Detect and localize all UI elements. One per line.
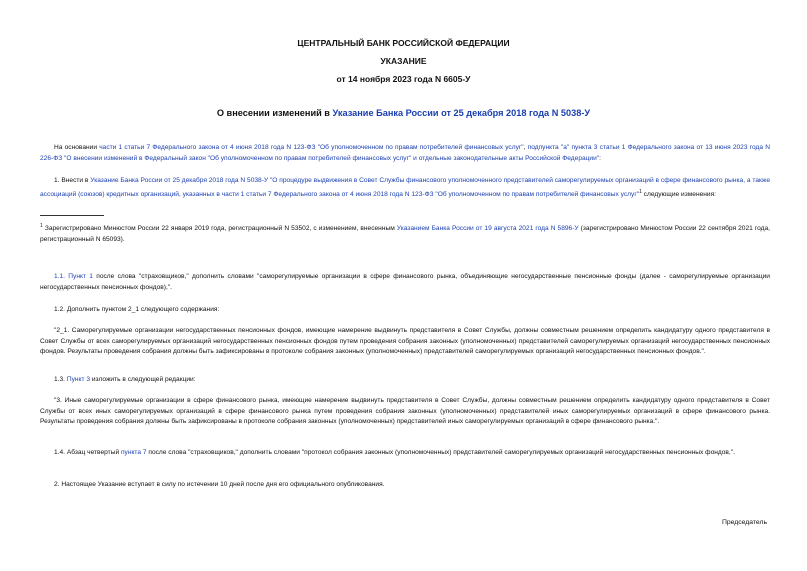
- preamble-paragraph: [40, 143, 770, 164]
- footnote-divider: [40, 215, 104, 216]
- footnote-text-2: (зарегистрировано Минюстом России 22 сентября 2021 года, регистрационный N 65093).: [40, 225, 770, 243]
- issuer-name: ЦЕНТРАЛЬНЫЙ БАНК РОССИЙСКОЙ ФЕДЕРАЦИИ: [297, 38, 510, 48]
- quote-3-paragraph: "3. Иные саморегулируемые организации в сфере финансового рынка, имеющие намерение выдвинуть представителя в Совет Службы, должны совместным решением определить кандидатуру одного представителя в Совет Службы от всех иных саморегулируемых организаций в сфере финансового рынка путем проведения собрания законных (уполномоченных) представителей иных саморегулируемых организаций в сфере финансового рынка. Результаты проведения собрания должны быть зафиксированы в протоколе собрания законных (уполномоченных) представителей иных саморегулируемых организаций в сфере финансового рынка.".: [40, 397, 770, 425]
- subitem-1-4-text-2: после слова "страховщиков," дополнить словами "протокол собрания законных (уполномоченных) представителей саморегулируемых организаций негосударственных пенсионных фондов,".: [146, 449, 735, 456]
- preamble-text-2: ,: [523, 144, 528, 151]
- subitem-1-3-text-2: изложить в следующей редакции:: [90, 376, 196, 383]
- quote-2-1-paragraph: "2_1. Саморегулируемые организации негосударственных пенсионных фондов, имеющие намерение выдвинуть представителя в Совет Службы, должны совместным решением определить кандидатуру одного представителя в Совет Службы от всех саморегулируемых организаций негосударственных пенсионных фондов путем проведения собрания законных (уполномоченных) представителей саморегулируемых организаций негосударственных пенсионных фондов. Результаты проведения собрания должны быть зафиксированы в протоколе собрания законных (уполномоченных) представителей саморегулируемых организаций негосударственных пенсионных фондов.".: [40, 327, 770, 355]
- footnote-text-1: Зарегистрировано Минюстом России 22 января 2019 года, регистрационный N 53502, с изменением, внесенным: [42, 225, 397, 233]
- title-prefix: О внесении изменений в: [216, 108, 333, 118]
- footnote-link[interactable]: Указанием Банка России от 19 августа 2021 года N 5896-У: [396, 225, 579, 233]
- preamble-link-law-226[interactable]: подпункта "а" пункта 3 статьи 1 Федерального закона от 13 июня 2023 года N 226-ФЗ "О внесении изменений в Федеральный закон "Об уполномоченном по правам потребителей финансовых услуг" и отдельные законодательные акты Российской Федерации": [40, 144, 770, 162]
- title-link[interactable]: Указание Банка России от 25 декабря 2018 года N 5038-У: [332, 108, 591, 118]
- preamble-text-3: :: [599, 154, 601, 162]
- subitem-1-1-paragraph: [40, 272, 770, 293]
- signatory-title: Председатель: [722, 519, 767, 526]
- preamble-link-law-123[interactable]: части 1 статьи 7 Федерального закона от 4 июня 2018 года N 123-ФЗ "Об уполномоченном по правам потребителей финансовых услуг": [99, 144, 524, 151]
- item-1-text-1: 1. Внести в: [54, 177, 91, 184]
- subitem-1-1-text: после слова "страховщиков," дополнить словами "саморегулируемые организации в сфере финансового рынка, объединяющие негосударственные пенсионные фонды (далее - саморегулируемые организации негосударственных пенсионных фондов),".: [40, 273, 770, 291]
- subitem-1-2-paragraph: 1.2. Дополнить пунктом 2_1 следующего содержания:: [54, 306, 220, 313]
- document-title: [0, 108, 807, 118]
- subitem-1-3-link[interactable]: Пункт 3: [66, 376, 90, 383]
- item-1-paragraph: [40, 176, 770, 200]
- footnote-marker: 1: [40, 223, 43, 229]
- subitem-1-4-link[interactable]: пункта 7: [120, 449, 147, 456]
- item-2-paragraph: 2. Настоящее Указание вступает в силу по истечении 10 дней после дня его официального опубликования.: [54, 481, 385, 488]
- document-date-number: от 14 ноября 2023 года N 6605-У: [336, 74, 471, 84]
- subitem-1-1-link[interactable]: 1.1. Пункт 1: [54, 273, 93, 280]
- preamble-text-1: На основании: [54, 144, 100, 151]
- subitem-1-3-paragraph: [40, 375, 770, 386]
- footnote-paragraph: [40, 221, 770, 245]
- subitem-1-4-text-1: 1.4. Абзац четвертый: [54, 449, 121, 456]
- item-1-link[interactable]: Указание Банка России от 25 декабря 2018 года N 5038-У "О процедуре выдвижения в Совет Службы финансового уполномоченного представителей саморегулируемых организаций в сфере финансового рынка, а также ассоциаций (союзов) кредитных организаций, указанных в части 1 статьи 7 Федерального закона от 4 июня 2018 года N 123-ФЗ "Об уполномоченном по правам потребителей финансовых услуг": [40, 177, 770, 198]
- subitem-1-3-text-1: 1.3.: [54, 376, 67, 383]
- document-type: УКАЗАНИЕ: [380, 56, 427, 66]
- subitem-1-4-paragraph: [40, 448, 770, 459]
- footnote-reference[interactable]: 1: [639, 188, 642, 195]
- item-1-text-2: следующие изменения:: [641, 190, 716, 198]
